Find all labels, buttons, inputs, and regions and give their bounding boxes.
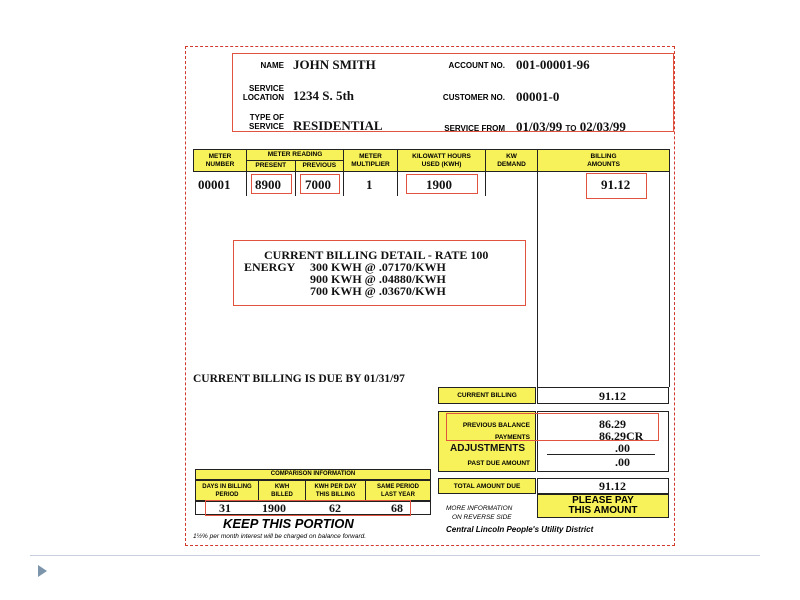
previous-balance-value: 86.29	[599, 417, 626, 431]
rate-line-2: 900 KWH @ .04880/KWH	[310, 272, 446, 286]
past-due-value: .00	[615, 455, 630, 469]
service-location-label-line1: SERVICE	[249, 84, 284, 93]
rate-line-3: 700 KWH @ .03670/KWH	[310, 284, 446, 298]
billing-detail-title: CURRENT BILLING DETAIL - RATE 100	[264, 248, 489, 262]
meter-multiplier-header: METER MULTIPLIER	[344, 150, 398, 171]
keep-portion-label: KEEP THIS PORTION	[223, 516, 354, 531]
service-from-to: TO	[565, 124, 577, 133]
current-billing-label: CURRENT BILLING	[457, 392, 517, 399]
total-due-label: TOTAL AMOUNT DUE	[453, 482, 521, 490]
kwh-per-day-header: KWH PER DAY THIS BILLING	[306, 481, 366, 500]
kw-demand-header: KW DEMAND	[486, 150, 538, 171]
current-billing-value: 91.12	[599, 389, 626, 403]
table-line	[485, 172, 486, 196]
comparison-title-bar	[195, 469, 431, 480]
account-label: ACCOUNT NO.	[448, 61, 505, 70]
days-value: 31	[219, 501, 231, 515]
same-period-value: 68	[391, 501, 403, 515]
service-from-label: SERVICE FROM	[444, 124, 505, 133]
account-value: 001-00001-96	[516, 57, 590, 72]
comparison-header-row	[195, 480, 431, 501]
service-from-range	[516, 119, 626, 135]
type-of-service-value: RESIDENTIAL	[293, 118, 383, 133]
present-header: PRESENT	[247, 161, 296, 171]
more-info-line1: MORE INFORMATION	[446, 505, 513, 512]
kwh-billed-header: KWH BILLED	[259, 481, 306, 500]
more-info-line2: ON REVERSE SIDE	[452, 514, 512, 521]
table-line	[295, 172, 296, 196]
multiplier-value: 1	[366, 177, 373, 192]
please-pay-line1: PLEASE PAY	[572, 495, 634, 506]
days-header: DAYS IN BILLING PERIOD	[196, 481, 259, 500]
adjustments-value: .00	[615, 441, 630, 455]
name-value: JOHN SMITH	[293, 57, 376, 72]
service-from-end: 02/03/99	[579, 119, 626, 134]
utility-name: Central Lincoln People's Utility District	[446, 525, 594, 534]
type-label-line1: TYPE OF	[249, 113, 284, 122]
meter-number-header: METER NUMBER	[194, 150, 247, 171]
present-reading-value: 8900	[255, 177, 281, 192]
previous-reading-value: 7000	[305, 177, 331, 192]
billing-amounts-header: BILLING AMOUNTS	[587, 152, 620, 168]
meter-table-header	[193, 149, 670, 172]
service-from-start: 01/03/99	[516, 119, 563, 134]
service-location-label-line2: LOCATION	[242, 93, 284, 102]
billing-column-line	[537, 172, 538, 387]
payments-value: 86.29CR	[599, 429, 644, 443]
please-pay-box	[537, 494, 669, 518]
name-label: NAME	[260, 61, 284, 70]
kwh-billed-value: 1900	[262, 501, 286, 515]
comparison-values-highlight	[205, 500, 411, 516]
billing-column-line-right	[669, 172, 670, 387]
kwh-used-value: 1900	[426, 177, 452, 192]
billing-amount-value: 91.12	[601, 177, 631, 192]
adjustments-label: ADJUSTMENTS	[450, 443, 526, 454]
type-label-line2: SERVICE	[249, 122, 284, 131]
previous-balance-label: PREVIOUS BALANCE	[462, 422, 530, 429]
adjustments-underline	[547, 454, 655, 455]
meter-number-value: 00001	[198, 177, 231, 192]
customer-value: 00001-0	[516, 89, 560, 104]
total-due-label-box	[438, 478, 536, 494]
table-line	[246, 172, 247, 196]
payments-label: PAYMENTS	[494, 434, 530, 441]
service-location-value: 1234 S. 5th	[293, 88, 355, 103]
rate-line-1: 300 KWH @ .07170/KWH	[310, 260, 446, 274]
current-billing-label-box	[438, 387, 536, 404]
slide-divider	[30, 555, 760, 556]
table-line	[343, 172, 344, 196]
meter-reading-subheaders	[247, 161, 343, 171]
due-date-notice: CURRENT BILLING IS DUE BY 01/31/97	[193, 373, 405, 385]
meter-reading-header	[247, 150, 344, 171]
comparison-title: COMPARISON INFORMATION	[270, 471, 356, 477]
kwh-used-header: KILOWATT HOURS USED (KWH)	[398, 150, 486, 171]
type-of-service-label	[234, 113, 284, 131]
service-location-label	[234, 84, 284, 102]
energy-label: ENERGY	[244, 260, 296, 274]
past-due-label: PAST DUE AMOUNT	[467, 460, 530, 467]
same-period-header: SAME PERIOD LAST YEAR	[376, 483, 419, 498]
total-due-value: 91.12	[599, 479, 626, 493]
customer-label: CUSTOMER NO.	[442, 93, 505, 102]
please-pay-line2: THIS AMOUNT	[568, 505, 638, 516]
interest-note: 1½% per month interest will be charged on balance forward.	[193, 533, 367, 540]
table-line	[397, 172, 398, 196]
previous-header: PREVIOUS	[302, 162, 337, 169]
slide-bullet-arrow-icon	[38, 565, 47, 577]
kwh-per-day-value: 62	[329, 501, 341, 515]
meter-reading-title: METER READING	[247, 150, 343, 161]
